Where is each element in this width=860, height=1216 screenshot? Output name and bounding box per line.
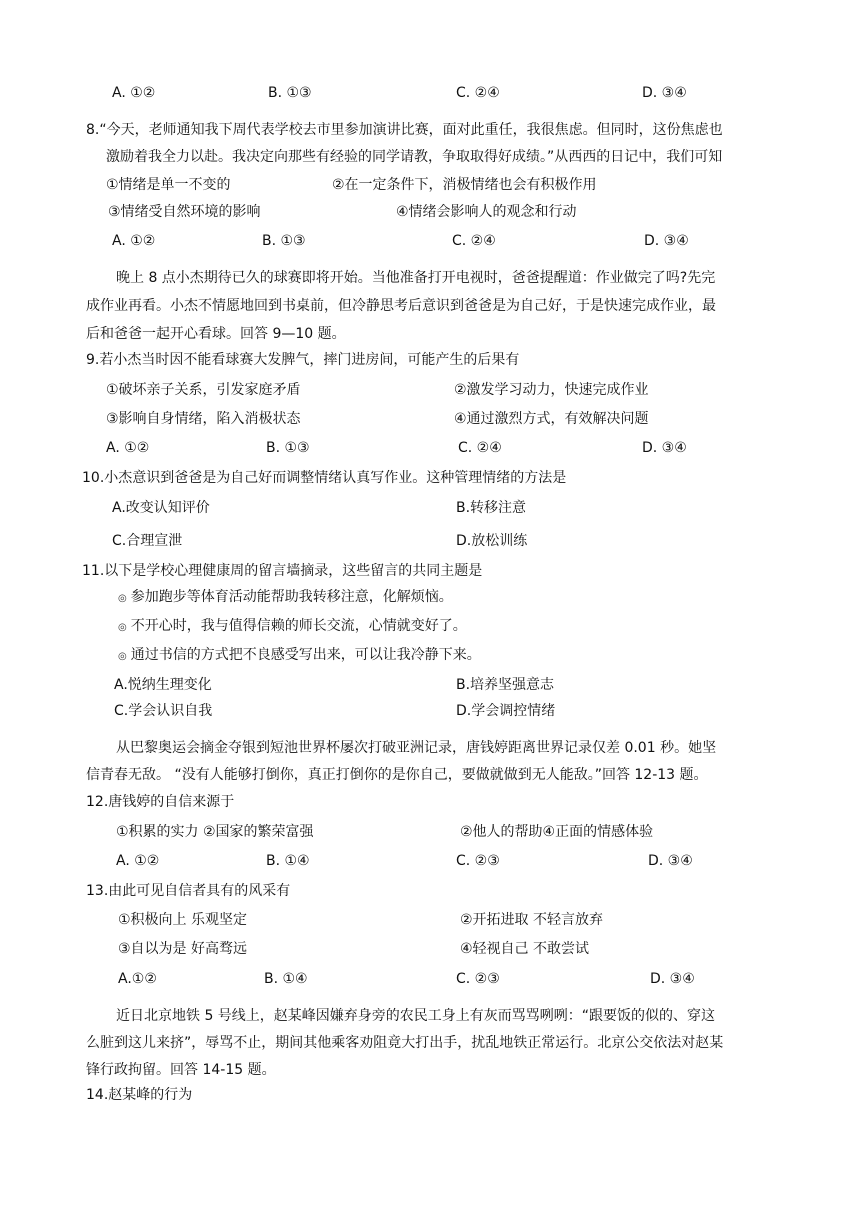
passage-line: 锋行政拘留。回答 14-15 题。 [86,1062,276,1078]
statement-item: ①积极向上 乐观坚定 [118,912,248,928]
option-b: B. ①④ [264,971,308,987]
option-c: C.合理宣泄 [112,533,183,549]
option-d: D. ③④ [644,233,689,249]
option-d: D. ③④ [642,85,687,101]
option-c: C. ②③ [456,971,500,987]
question-stem: 12.唐钱婷的自信来源于 [86,794,235,810]
passage-line: 信青春无敌。 “没有人能够打倒你，真正打倒你的是你自己，要做就做到无人能敌。”回答 12-13 题。 [86,767,708,783]
statement-item: ③自以为是 好高骛远 [118,941,248,957]
option-a: A.改变认知评价 [112,500,210,516]
option-c: C. ②③ [456,853,500,869]
statement-item: ②在一定条件下，消极情绪也会有积极作用 [332,177,597,193]
option-a: A.悦纳生理变化 [114,677,212,693]
passage-line: 晚上 8 点小杰期待已久的球赛即将开始。当他准备打开电视时，爸爸提醒道：作业做完了吗?先完 [116,270,716,286]
passage-line: 成作业再看。小杰不情愿地回到书桌前，但冷静思考后意识到爸爸是为自己好，于是快速完成作业，最 [86,298,716,314]
statement-item: ④通过激烈方式，有效解决问题 [454,411,649,427]
option-d: D.放松训练 [456,533,528,549]
option-d: D. ③④ [642,440,687,456]
option-a: A. ①② [112,233,156,249]
passage-line: 么脏到这儿来挤”，辱骂不止，期间其他乘客劝阻竟大打出手，扰乱地铁正常运行。北京公交依法对赵某 [86,1035,724,1051]
statement-item: ①破坏亲子关系，引发家庭矛盾 [106,382,301,398]
question-stem: 10.小杰意识到爸爸是为自己好而调整情绪认真写作业。这种管理情绪的方法是 [82,470,567,486]
statement-item: ②开拓进取 不轻言放弃 [460,912,604,928]
statement-item: ③情绪受自然环境的影响 [108,204,261,220]
option-d: D.学会调控情绪 [456,703,556,719]
bullet-icon: ◎ [118,622,127,633]
option-b: B. ①④ [266,853,310,869]
question-stem: 11.以下是学校心理健康周的留言墙摘录，这些留言的共同主题是 [82,563,483,579]
option-d: D. ③④ [650,971,695,987]
option-a: A.①② [118,971,157,987]
statement-item: ④情绪会影响人的观念和行动 [396,204,577,220]
passage-line: 近日北京地铁 5 号线上，赵某峰因嫌弃身旁的农民工身上有灰而骂骂咧咧：“跟要饭的似的、穿这 [116,1008,716,1024]
option-b: B. ①③ [266,440,310,456]
bullet-icon: ◎ [118,593,127,604]
statement-item: ③影响自身情绪，陷入消极状态 [106,411,301,427]
passage-line: 后和爸爸一起开心看球。回答 9—10 题。 [86,326,346,342]
passage-line: 从巴黎奥运会摘金夺银到短池世界杯屡次打破亚洲记录，唐钱婷距离世界记录仅差 0.01 秒。她坚 [116,740,717,756]
message-item: ◎ 不开心时，我与值得信赖的师长交流，心情就变好了。 [118,618,467,634]
question-stem: 9.若小杰当时因不能看球赛大发脾气，摔门进房间，可能产生的后果有 [86,352,520,368]
option-d: D. ③④ [648,853,693,869]
question-stem: 14.赵某峰的行为 [86,1087,193,1103]
option-c: C. ②④ [456,85,500,101]
statement-item: ②他人的帮助④正面的情感体验 [460,824,654,840]
option-a: A. ①② [116,853,160,869]
statement-item: ④轻视自己 不敢尝试 [460,941,590,957]
statement-item: ①情绪是单一不变的 [106,177,231,193]
bullet-icon: ◎ [118,651,127,662]
message-item: ◎ 通过书信的方式把不良感受写出来，可以让我冷静下来。 [118,647,481,663]
option-b: B.转移注意 [456,500,527,516]
option-a: A. ①② [106,440,150,456]
option-b: B.培养坚强意志 [456,677,555,693]
question-stem: 8.“今天，老师通知我下周代表学校去市里参加演讲比赛，面对此重任，我很焦虑。但同时，这份焦虑也 [86,122,723,138]
question-stem: 13.由此可见自信者具有的风采有 [86,883,291,899]
question-stem: 激励着我全力以赴。我决定向那些有经验的同学请教，争取取得好成绩。”从西西的日记中，我们可知 [106,149,723,165]
option-b: B. ①③ [262,233,306,249]
statement-item: ①积累的实力 ②国家的繁荣富强 [116,824,314,840]
option-a: A. ①② [112,85,156,101]
statement-item: ②激发学习动力，快速完成作业 [454,382,649,398]
option-b: B. ①③ [268,85,312,101]
option-c: C. ②④ [452,233,496,249]
option-c: C.学会认识自我 [114,703,213,719]
option-c: C. ②④ [458,440,502,456]
message-item: ◎ 参加跑步等体育活动能帮助我转移注意，化解烦恼。 [118,589,453,605]
